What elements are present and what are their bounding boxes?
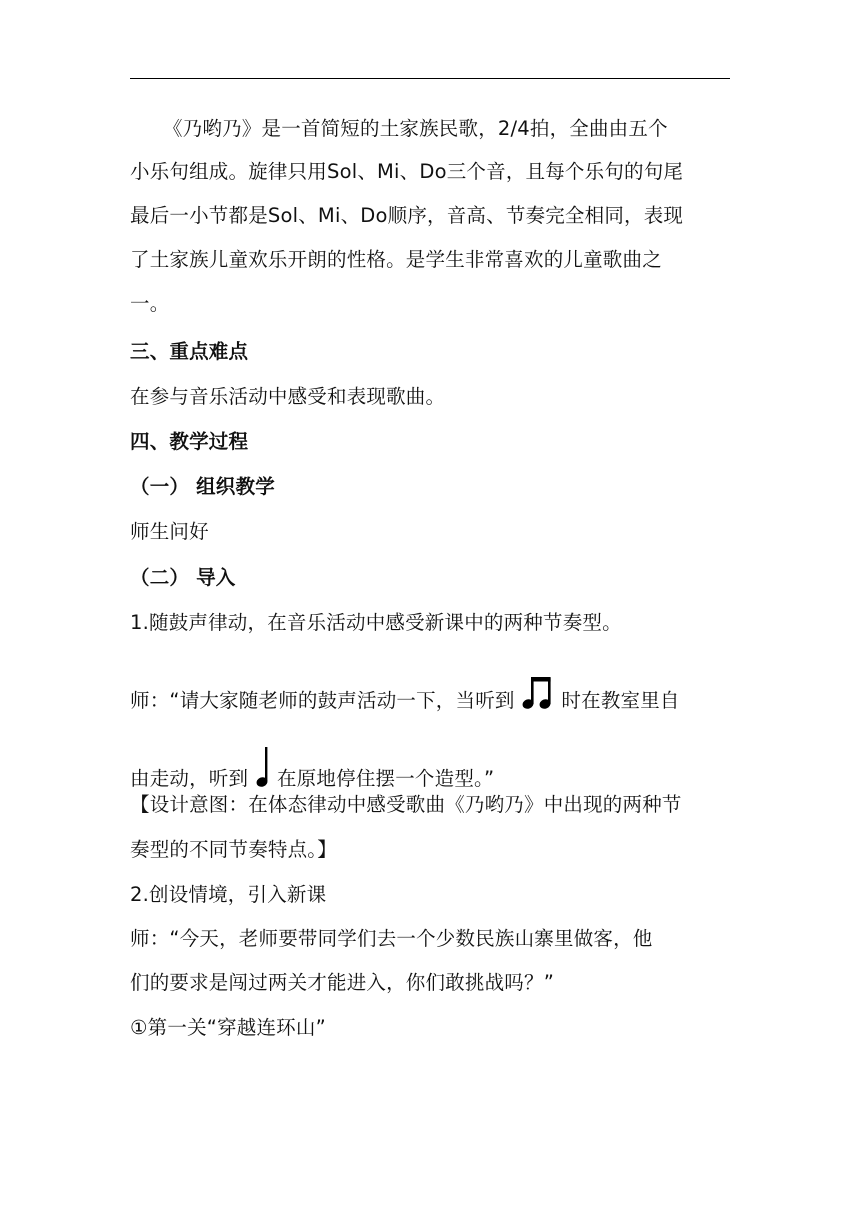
teacher-instruction-part-a: 师：“请大家随老师的鼓声活动一下，当听到 xyxy=(130,689,515,712)
teacher-instruction-line-1 xyxy=(130,675,740,717)
subsection-2-heading: （二） 导入 xyxy=(130,566,236,589)
beamed-eighth-notes-icon xyxy=(521,675,555,717)
key-points-heading: 三、重点难点 xyxy=(130,340,249,363)
teacher-instruction-part-c: 由走动，听到 xyxy=(130,767,249,790)
intro-line-2: 小乐句组成。旋律只用Sol、Mi、Do三个音，且每个乐句的句尾 xyxy=(130,160,684,183)
design-intent-line-1: 【设计意图：在体态律动中感受歌曲《乃哟乃》中出现的两种节 xyxy=(130,793,682,816)
quarter-note-icon xyxy=(255,745,271,795)
intro-line-3: 最后一小节都是Sol、Mi、Do顺序，音高、节奏完全相同，表现 xyxy=(130,204,684,227)
process-heading: 四、教学过程 xyxy=(130,430,249,453)
key-points-text: 在参与音乐活动中感受和表现歌曲。 xyxy=(130,385,446,408)
step-1-text: 1.随鼓声律动，在音乐活动中感受新课中的两种节奏型。 xyxy=(130,611,622,634)
teacher-instruction-part-d: 在原地停住摆一个造型。” xyxy=(277,767,495,790)
teacher-instruction-part-b: 时在教室里自 xyxy=(561,689,680,712)
subsection-1-heading: （一） 组织教学 xyxy=(130,475,275,498)
teacher-instruction-line-2 xyxy=(130,745,740,795)
intro-line-4: 了土家族儿童欢乐开朗的性格。是学生非常喜欢的儿童歌曲之 xyxy=(130,248,662,271)
level-1-text: ①第一关“穿越连环山” xyxy=(130,1016,326,1039)
teacher-scenario-line-1: 师：“今天，老师要带同学们去一个少数民族山寨里做客，他 xyxy=(130,927,653,950)
intro-line-5: 一。 xyxy=(130,292,170,315)
step-2-text: 2.创设情境，引入新课 xyxy=(130,883,327,906)
teacher-scenario-line-2: 们的要求是闯过两关才能进入，你们敢挑战吗？” xyxy=(130,971,555,994)
intro-line-1: 《乃哟乃》是一首简短的土家族民歌，2/4拍，全曲由五个 xyxy=(163,117,668,140)
subsection-1-text: 师生问好 xyxy=(130,520,209,543)
header-rule xyxy=(130,78,730,79)
design-intent-line-2: 奏型的不同节奏特点。】 xyxy=(130,838,337,861)
